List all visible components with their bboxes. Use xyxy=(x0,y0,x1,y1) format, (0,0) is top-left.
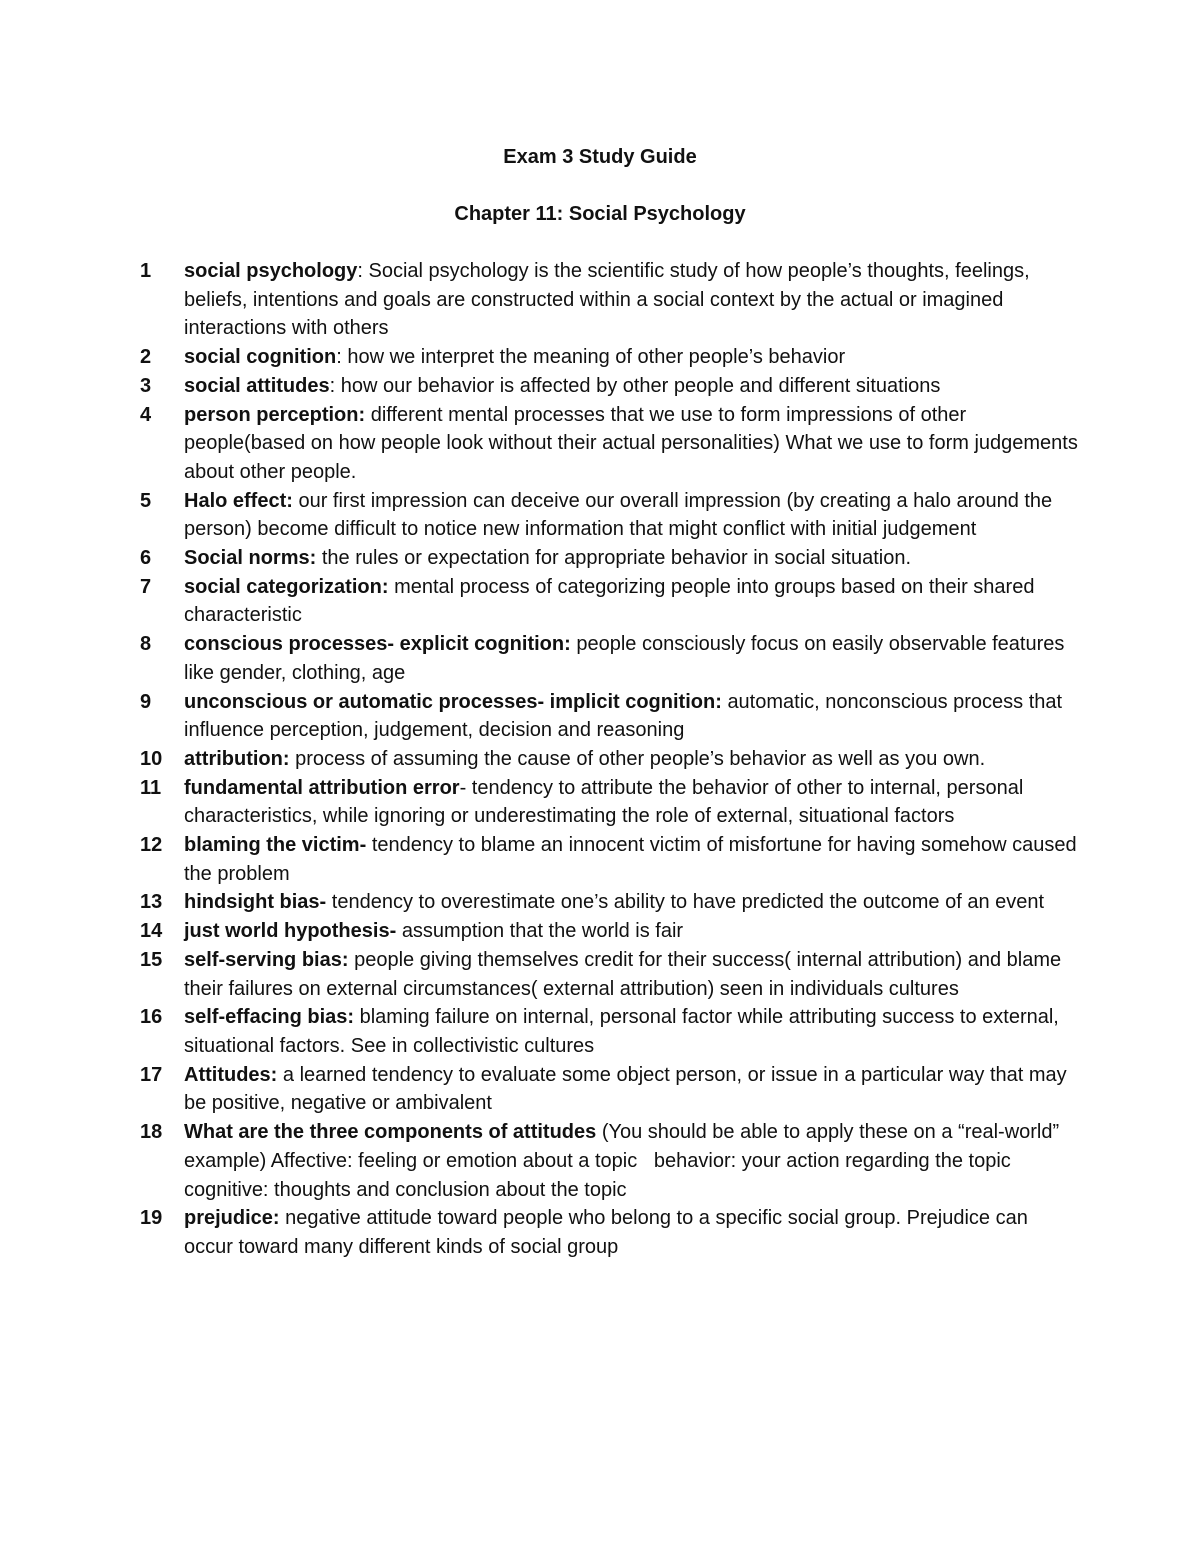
item-number: 3 xyxy=(140,374,152,397)
list-item xyxy=(140,946,1080,1003)
list-item xyxy=(140,573,1080,630)
term-label: Halo effect: xyxy=(184,489,293,512)
term-label: social attitudes xyxy=(184,374,330,397)
item-number: 7 xyxy=(140,575,152,598)
item-number: 2 xyxy=(140,346,152,369)
term-label: social categorization: xyxy=(184,575,389,598)
item-number: 19 xyxy=(140,1207,163,1230)
item-number: 17 xyxy=(140,1063,163,1086)
list-item xyxy=(140,831,1083,888)
item-body xyxy=(184,573,1080,630)
chapter-heading: Chapter 11: Social Psychology xyxy=(454,203,746,225)
term-definition: Social psychology is the scientific study of how people’s thoughts, feelings, beliefs, intentions and goals are constructed within a social context by the actual or imagined interactions with others xyxy=(184,260,1036,340)
item-body xyxy=(184,831,1083,888)
item-number: 13 xyxy=(140,891,163,914)
term-definition: how our behavior is affected by other people and different situations xyxy=(340,374,941,397)
item-body xyxy=(184,946,1080,1003)
term-label: social cognition xyxy=(184,346,337,369)
term-definition: process of assuming the cause of other people’s behavior as well as you own. xyxy=(295,747,986,770)
term-label: attribution: xyxy=(184,747,290,770)
term-label: What are the three components of attitudes xyxy=(184,1121,597,1144)
term-label: Attitudes: xyxy=(184,1063,278,1086)
item-body xyxy=(184,343,1080,372)
list-item xyxy=(140,1118,1080,1204)
list-item xyxy=(140,401,1084,487)
item-body xyxy=(184,1061,1080,1118)
list-item xyxy=(140,1061,1080,1118)
term-definition: blaming failure on internal, personal factor while attributing success to external, situational factors. See in collectivistic cultures xyxy=(184,1006,1065,1057)
list-item xyxy=(140,745,1080,774)
item-body xyxy=(184,544,1080,573)
item-number: 15 xyxy=(140,948,163,971)
term-label: Social norms: xyxy=(184,547,317,570)
list-item xyxy=(140,888,1080,917)
term-label: just world hypothesis- xyxy=(184,920,397,943)
list-item xyxy=(140,630,1080,687)
term-label: conscious processes- explicit cognition: xyxy=(184,633,571,656)
list-item xyxy=(140,688,1080,745)
item-body xyxy=(184,487,1080,544)
term-definition: mental process of categorizing people into groups based on their shared characteristic xyxy=(184,575,1041,627)
item-number: 4 xyxy=(140,403,152,426)
document-title: Exam 3 Study Guide xyxy=(503,146,697,168)
item-body xyxy=(184,257,1080,343)
term-definition: how we interpret the meaning of other people’s behavior xyxy=(347,346,846,369)
item-number: 10 xyxy=(140,747,163,770)
item-body xyxy=(184,688,1080,745)
item-body xyxy=(184,1003,1080,1060)
list-item xyxy=(140,774,1080,831)
item-number: 8 xyxy=(140,633,152,656)
list-item xyxy=(140,544,1080,573)
term-definition: assumption that the world is fair xyxy=(401,920,684,943)
term-label: blaming the victim- xyxy=(184,834,367,857)
item-body xyxy=(184,1204,1080,1261)
item-number: 18 xyxy=(140,1121,163,1144)
item-body xyxy=(184,630,1080,687)
item-body xyxy=(184,745,1080,774)
item-body xyxy=(184,917,1080,946)
item-number: 11 xyxy=(140,776,162,799)
term-label: self-effacing bias: xyxy=(184,1006,355,1029)
term-separator: - xyxy=(459,776,472,799)
item-body xyxy=(184,372,1080,401)
term-definition: a learned tendency to evaluate some object person, or issue in a particular way that may be positive, negative or ambivalent xyxy=(184,1063,1073,1115)
term-separator: : xyxy=(357,260,369,282)
list-item xyxy=(140,487,1080,544)
term-label: person perception: xyxy=(184,403,366,426)
item-number: 14 xyxy=(140,920,163,943)
item-number: 5 xyxy=(140,489,152,512)
term-definition: tendency to attribute the behavior of other to internal, personal characteristics, while ignoring or underestimating the role of external, situational factors xyxy=(184,776,1029,828)
item-body xyxy=(184,774,1080,831)
item-body xyxy=(184,888,1080,917)
item-number: 1 xyxy=(140,260,152,282)
term-label: hindsight bias- xyxy=(184,891,327,914)
list-item xyxy=(140,257,1080,343)
term-label: prejudice: xyxy=(184,1207,280,1230)
term-definition: tendency to overestimate one’s ability to have predicted the outcome of an event xyxy=(331,891,1045,914)
term-definition: (You should be able to apply these on a “real-world” example) Affective: feeling or emotion about a topic behavior: your action regarding the topic cognitive: thoughts and conclusion about the topic xyxy=(184,1121,1065,1201)
item-number: 9 xyxy=(140,690,152,713)
term-list xyxy=(140,257,1084,1262)
term-label: self-serving bias: xyxy=(184,948,349,971)
term-definition: tendency to blame an innocent victim of misfortune for having somehow caused the problem xyxy=(184,834,1083,885)
term-definition: the rules or expectation for appropriate behavior in social situation. xyxy=(321,547,912,570)
item-number: 6 xyxy=(140,547,152,570)
term-definition: automatic, nonconscious process that influence perception, judgement, decision and reasoning xyxy=(184,690,1068,742)
list-item xyxy=(140,343,1080,372)
term-definition: different mental processes that we use to form impressions of other people(based on how people look without their actual personalities) What we use to form judgements about other people. xyxy=(184,403,1084,483)
list-item xyxy=(140,1204,1080,1261)
term-separator: : xyxy=(329,374,341,397)
term-label: fundamental attribution error xyxy=(184,776,460,799)
item-body xyxy=(184,401,1084,487)
term-definition: our first impression can deceive our overall impression (by creating a halo around the person) become difficult to notice new information that might conflict with initial judgement xyxy=(184,489,1058,541)
list-item xyxy=(140,372,1080,401)
term-label: social psychology xyxy=(184,260,358,282)
term-definition: people consciously focus on easily observable features like gender, clothing, age xyxy=(184,633,1070,684)
item-number: 12 xyxy=(140,834,163,857)
item-body xyxy=(184,1118,1080,1204)
term-definition: negative attitude toward people who belong to a specific social group. Prejudice can occur toward many different kinds of social group xyxy=(184,1207,1034,1258)
term-definition: people giving themselves credit for their success( internal attribution) and blame their failures on external circumstances( external attribution) seen in individuals cultures xyxy=(184,948,1067,1000)
list-item xyxy=(140,917,1080,946)
term-label: unconscious or automatic processes- implicit cognition: xyxy=(184,690,722,713)
item-number: 16 xyxy=(140,1006,163,1029)
term-separator: : xyxy=(336,346,348,369)
list-item xyxy=(140,1003,1080,1060)
